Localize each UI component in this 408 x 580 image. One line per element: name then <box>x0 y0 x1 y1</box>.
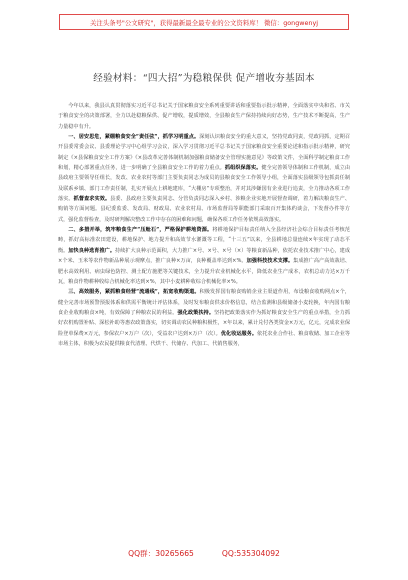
section-heading: 一、居安思危，紧绷粮食安全“责任弦”，抓学习明重点。 <box>68 134 200 141</box>
section-subheading: 加快良种选育推广。 <box>68 247 116 254</box>
paragraph-section-2: 二、多措并举，筑牢粮食生产“压舱石”，严格保护耕地资源。将耕地保护目标责任纳入全县经济社会综合目标责任考核范畴，抓好高标准农田建设，耕地保护、地力提升和高效节水灌溉等工程，“十三五”以来，全县耕地总量连续×年实现了动态平衡。加快良种选育推广。持续扩大良种示范面积，大力推广×号、×号、×号（×）等粮食新品种，依托农业技术推广中心，建成×个米、玉米等农作物新品种展示观摩点，推广良种×万亩，良种覆盖率达到×%。加强科技技术支撑。集成推广高产高效栽培、肥水高效利用、病虫绿色防控、测土配方施肥等关键技术，全力提升农业机械化水平，降低农业生产成本，农机总动力达×万千瓦，粮食作物耕种收综合机械化率达到×%，其中小麦耕种收综合机械化率×%。 <box>58 227 351 285</box>
page-title: 经验材料：“四大招”为稳粮保供 促产增收夯基固本 <box>93 73 315 84</box>
promo-banner[interactable] <box>59 14 349 30</box>
paragraph-section-3: 三、高效服务，紧抓粮食经营“流通线”，拓宽收购渠道。积极发挥国有粮食购销企业主渠道作用，布设粮食收购网点×个，健全完善市场预警预报体系和供需平衡统计评估体系，及时发布粮食供求价格信息，结合监测和县级储备小麦轮换，年内国有粮食企业收购粮食×吨，有效保障了种粮农民的利益。强化政策扶持。坚持把政策落实作为抓好粮食安全生产的重点举措，全力抓好农机购置补贴、深松补助等惠农政策落实，切实调动农民种粮积极性，×年以来，累计兑付各类资金×万元，亿元，完成农业保险登单保费×万元，参保农户×万户（次），受益农户达到×万户（次）。优化收运服务。依托农业合作社、粮食收储、加工企业等市场主体，积极为农民提供粮食代清理、代烘干、代储存、代加工、代销售服务， <box>58 289 351 347</box>
section-subheading: 抓督查求实效。 <box>73 196 111 203</box>
promo-banner-text: 关注头条号"公文研究"，获得最新最全最专业的公文资料库！ 微信：gongwenyj <box>89 18 319 27</box>
section-subheading: 加强科技技术支撑。 <box>246 258 294 265</box>
paragraph-intro: 今年以来，我县认真贯彻落实习近平总书记关于国家粮食安全系列重要讲话和重要指示批示精神，全面落实中央和省、市关于粮食安全的决策部署，全力以赴稳粮保供、促产增收，提质增效，全县粮食生产保持持续向好态势，生产技术不断提高，生产力量稳中有升。 <box>58 103 350 130</box>
section-subheading: 抓组织保落实。 <box>224 165 262 172</box>
footer-qq-group: QQ群：30265665 <box>128 549 194 558</box>
section-heading: 二、多措并举，筑牢粮食生产“压舱石”，严格保护耕地资源。 <box>68 227 213 234</box>
paragraph-section-1: 一、居安思危，紧绷粮食安全“责任弦”，抓学习明重点。深刻认识粮食安全的重大意义，坚持党政同责，党政同抓，定期召开县委常委会议、县委理论学习中心组学习会议，深入学习贯彻习近平总书记关于国家粮食安全重要论述和指示批示精神，研究制定《×县保粮食安全工作方案》《×县改革完善体制机制加强粮食储备安全管理实施意见》等政策文件，全面科学制定粮食工作和划，精心部署重点任务，进一步明确了全县粮食安全工作的着力重点。抓组织保落实。健全完善领导体制和工作机制，成立由县政府主要领导任组长，发改、农业农村等部门主要负责同志为成员的县粮食安全工作领导小组，全面落实县级领导包抓责任制及联系乡镇、部门工作责任制，扎实开展点上耕地建库，“大棚房”专项整治，并对其涉嫌国有企业进行追责，全力推动各项工作落实。抓督查求实效。县委、县政府主要负责同志、分管负责同志深入乡村、涉粮企业实地开展督查调研，着力解决粮食生产、购销等方面问题。县纪委监委、发改局、财政局、农业农村局、市场监督局等职能部门采取百开集体约谈会，下发督办件等方式，强化监督检查，及时研判解决整改工作中存在的困难和问题，确保各项工作任务依规高效落实。 <box>58 134 351 223</box>
section-heading: 三、高效服务，紧抓粮食经营“流通线”，拓宽收购渠道。 <box>68 289 200 296</box>
document-body <box>58 101 350 349</box>
section-subheading: 优化收运服务。 <box>220 330 258 337</box>
footer-qq: QQ:535304092 <box>221 549 280 558</box>
footer-contact <box>0 548 408 559</box>
section-subheading: 强化政策扶持。 <box>177 309 215 316</box>
